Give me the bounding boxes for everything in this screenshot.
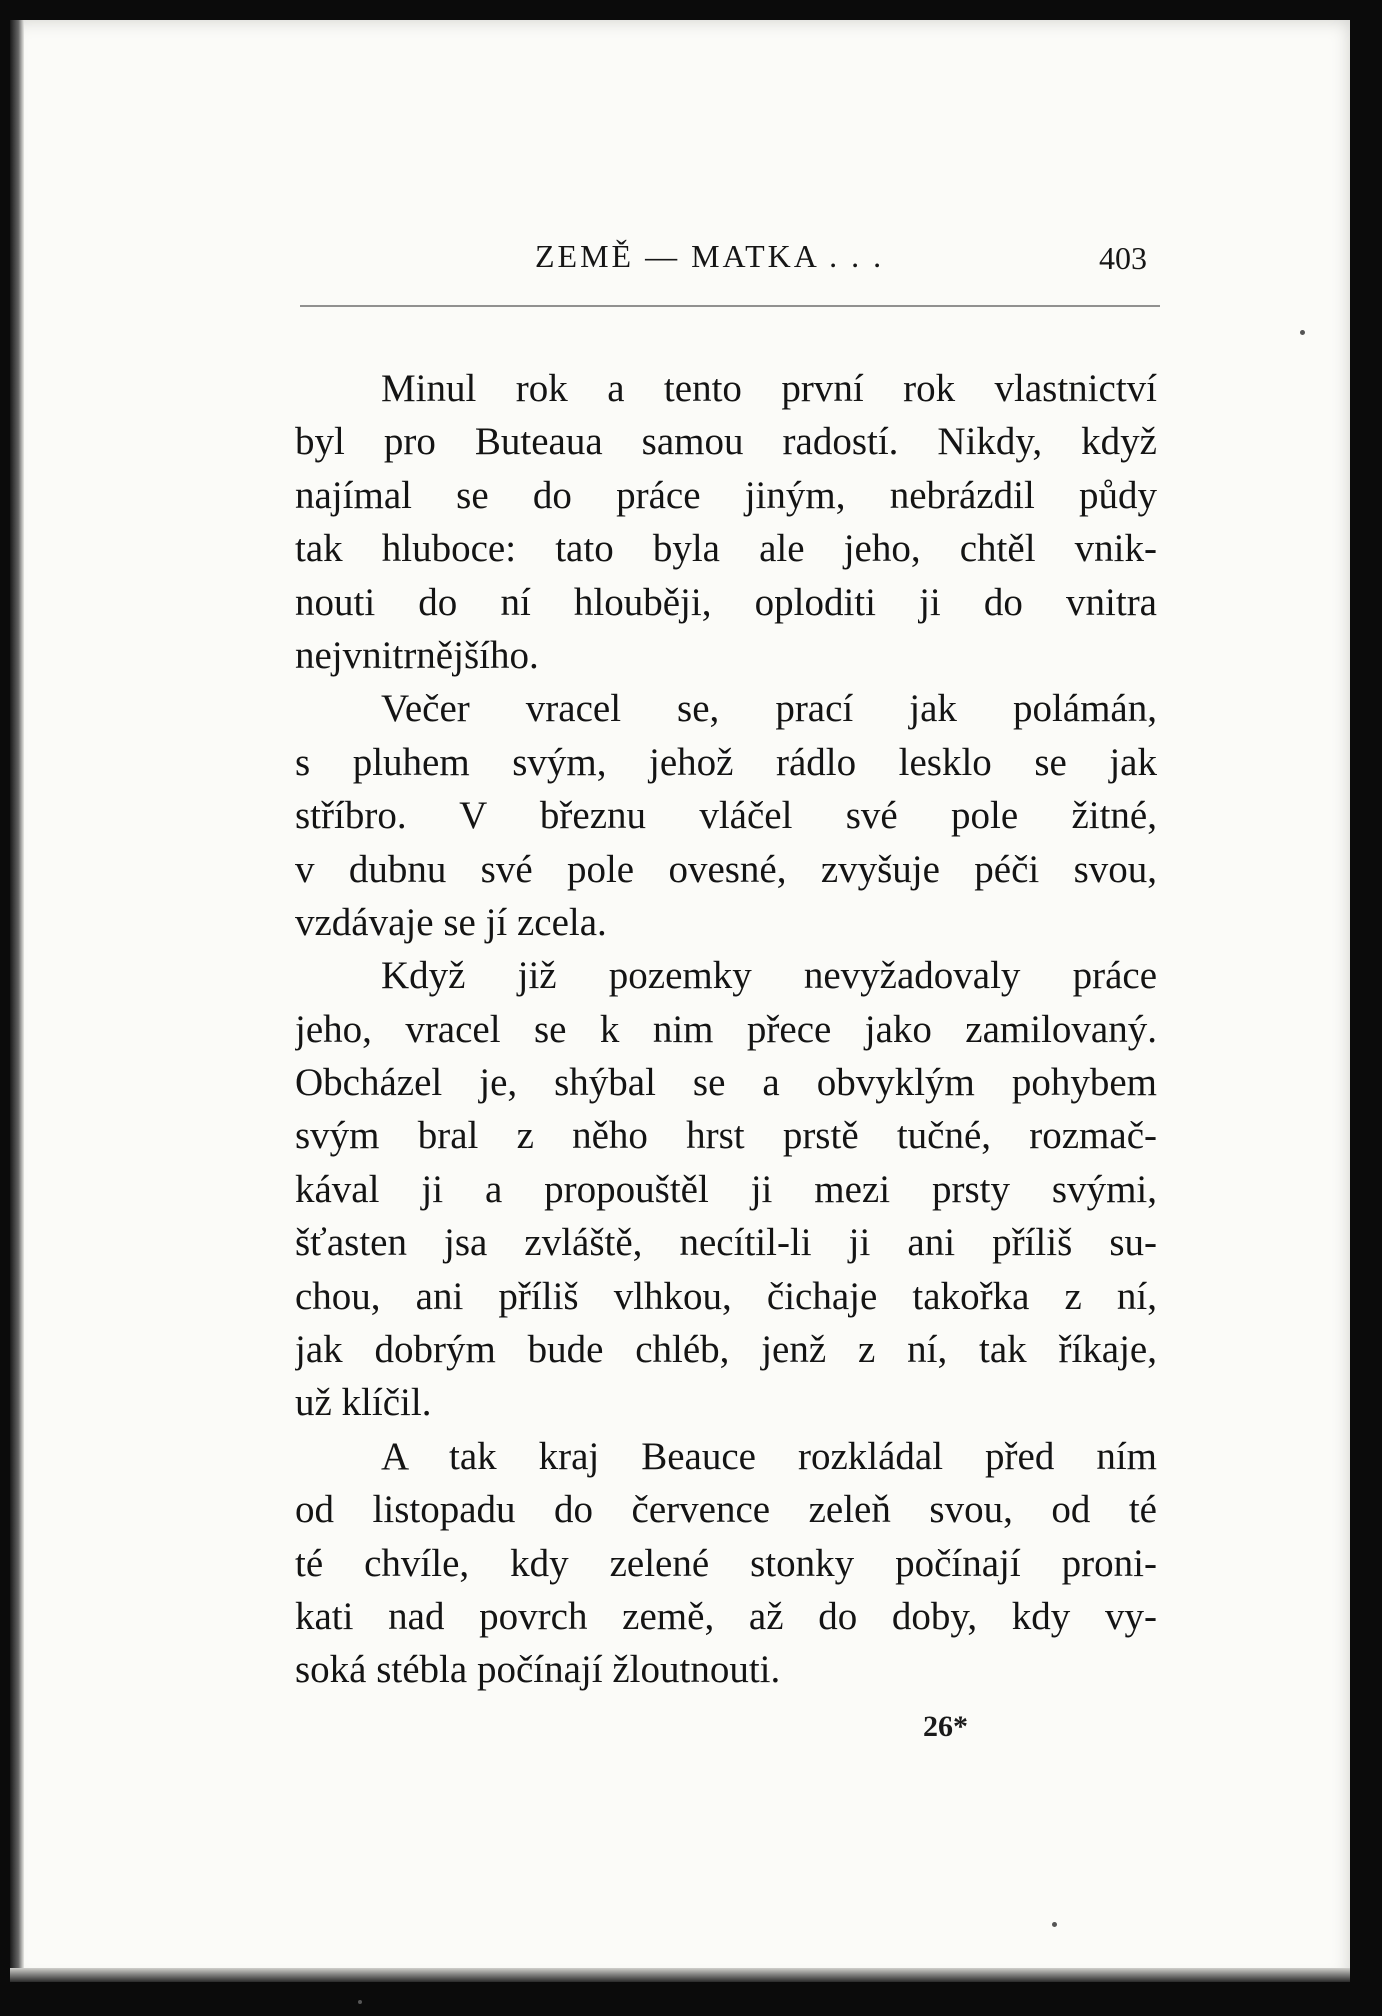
body-text (295, 362, 1157, 1697)
page-header (285, 238, 1165, 288)
text-line: kával ji a propouštěl ji mezi prsty svými, (295, 1167, 1157, 1211)
text-line: nejvnitrnějšího. (295, 633, 539, 677)
text-line: byl pro Buteaua samou radostí. Nikdy, když (295, 420, 1157, 464)
text-line: šťasten jsa zvláště, necítil-li ji ani příliš su- (295, 1221, 1157, 1265)
text-line: s pluhem svým, jehož rádlo lesklo se jak (295, 740, 1157, 784)
page-binding-edge (10, 20, 24, 1982)
text-line: najímal se do práce jiným, nebrázdil půdy (295, 473, 1157, 517)
text-line: už klíčil. (295, 1381, 432, 1425)
scan-speck (1052, 1922, 1057, 1927)
text-line: kati nad povrch země, až do doby, kdy vy- (295, 1594, 1157, 1638)
text-line: Minul rok a tento první rok vlastnictví (381, 367, 1157, 410)
text-line: jeho, vracel se k nim přece jako zamilovaný. (295, 1007, 1157, 1051)
header-rule (300, 305, 1160, 307)
scan-speck (358, 2000, 362, 2004)
text-line: v dubnu své pole ovesné, zvyšuje péči svou, (295, 847, 1157, 891)
scan-speck (1300, 330, 1305, 335)
running-title: ZEMĚ — MATKA . . . (535, 238, 885, 274)
text-line: jak dobrým bude chléb, jenž z ní, tak říkaje, (295, 1328, 1157, 1372)
text-line: stříbro. V březnu vláčel své pole žitné, (295, 794, 1157, 838)
page-bottom-edge (10, 1968, 1350, 1982)
text-line: vzdávaje se jí zcela. (295, 900, 607, 944)
text-line: té chvíle, kdy zelené stonky počínají proni- (295, 1541, 1157, 1585)
text-line: tak hluboce: tato byla ale jeho, chtěl vnik- (295, 527, 1157, 571)
text-line: Večer vracel se, prací jak polámán, (381, 687, 1157, 731)
text-line: A tak kraj Beauce rozkládal před ním (381, 1434, 1157, 1478)
text-line: Když již pozemky nevyžadovaly práce (381, 954, 1157, 998)
page-number: 403 (1099, 240, 1147, 276)
signature-mark: 26* (923, 1710, 968, 1743)
text-line: soká stébla počínají žloutnouti. (295, 1648, 781, 1692)
text-line: chou, ani příliš vlhkou, čichaje takořka z ní, (295, 1274, 1157, 1318)
text-line: nouti do ní hlouběji, oploditi ji do vnitra (295, 580, 1157, 624)
text-line: od listopadu do července zeleň svou, od té (295, 1488, 1157, 1532)
text-line: svým bral z něho hrst prstě tučné, rozmač- (295, 1114, 1157, 1158)
text-line: Obcházel je, shýbal se a obvyklým pohybem (295, 1061, 1157, 1105)
